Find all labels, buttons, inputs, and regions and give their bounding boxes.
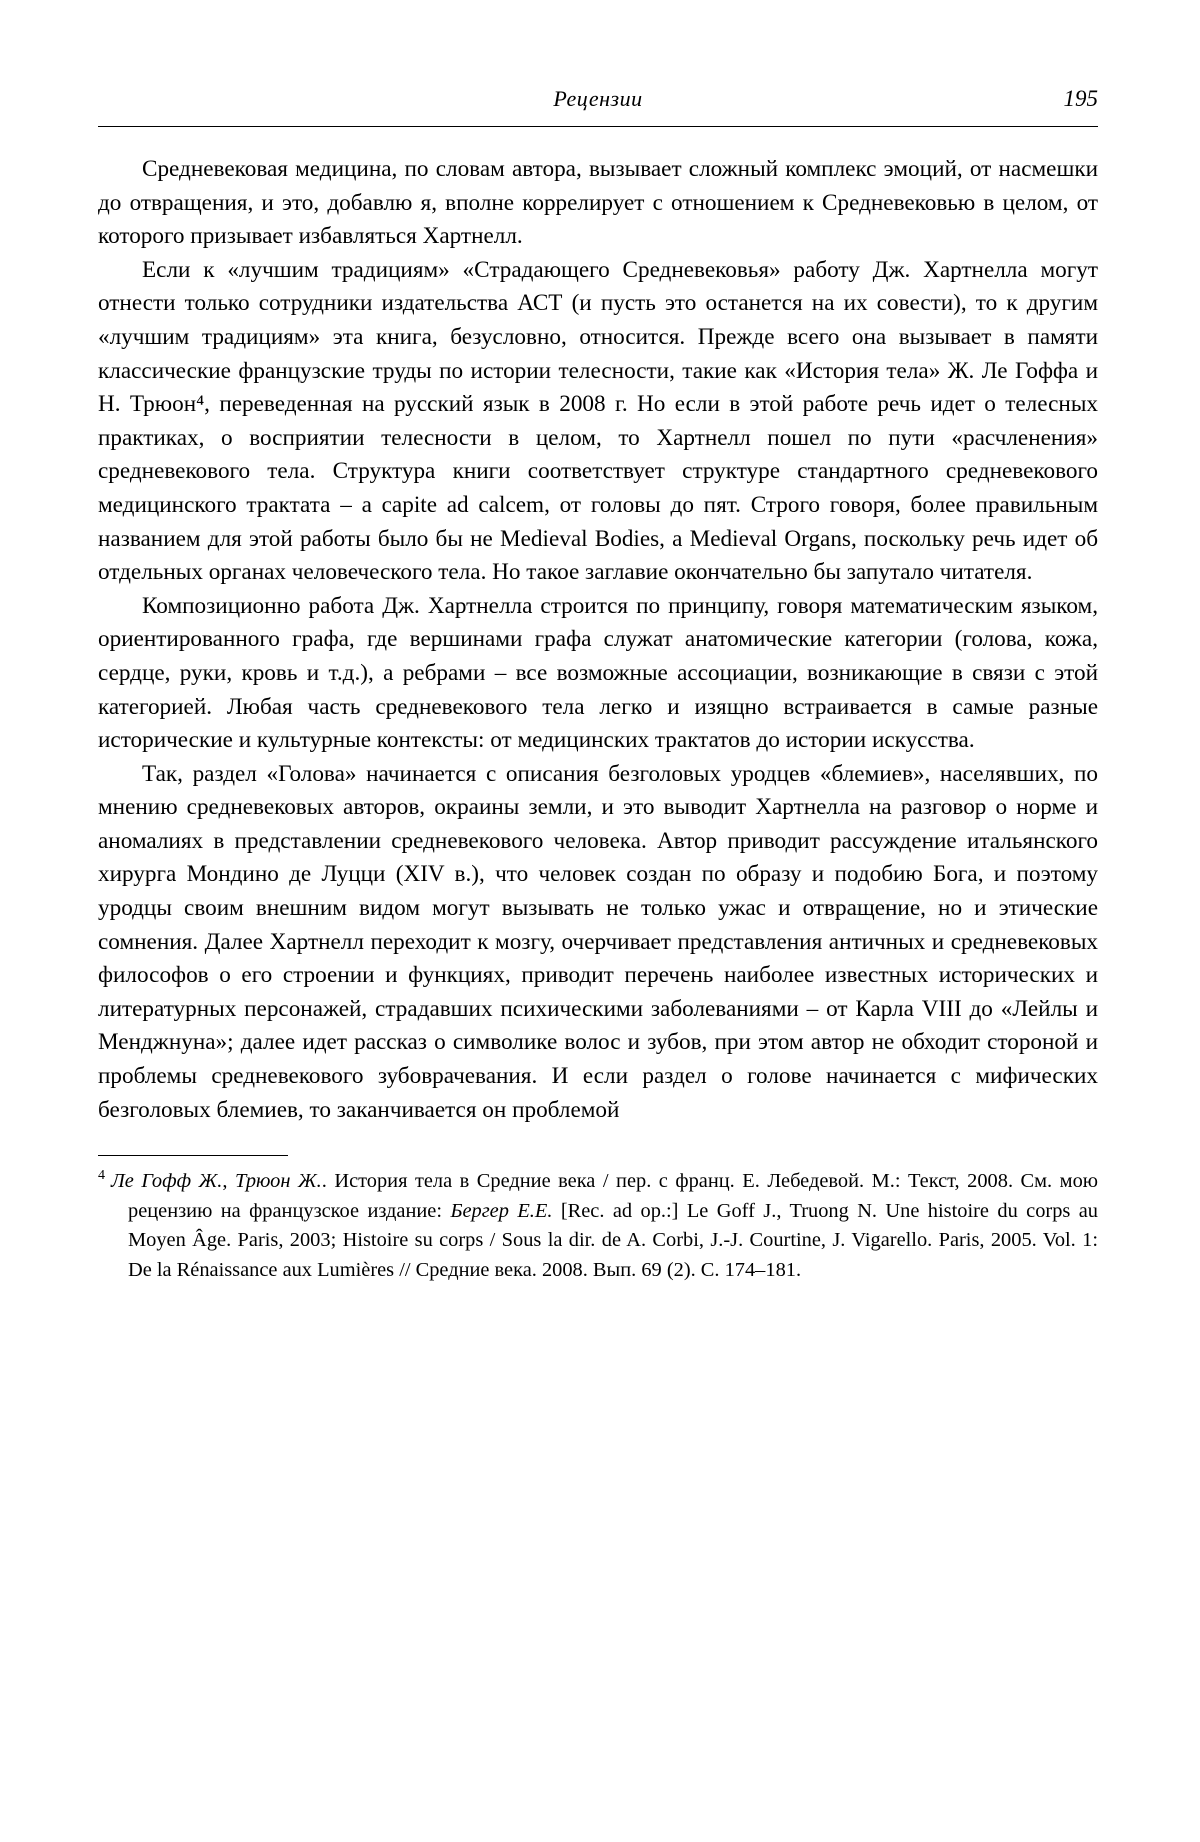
footnote-marker: 4 xyxy=(98,1168,105,1184)
header-rule xyxy=(98,126,1098,127)
footnote-section xyxy=(98,1155,1098,1285)
paragraph: Средневековая медицина, по словам автора, вызывает сложный комплекс эмоций, от насмешки до отвращения, и это, добавлю я, вполне коррелирует с отношением к Средневековью в целом, от которого призывает избавляться Хартнелл. xyxy=(98,156,1098,250)
footnote-text xyxy=(98,1167,1098,1285)
footnote xyxy=(98,1167,1098,1285)
running-head xyxy=(98,86,1098,120)
paragraph: Так, раздел «Голова» начинается с описания безголовых уродцев «блемиев», населявших, по мнению средневековых авторов, окраины земли, и это выводит Хартнелла на разговор о норме и аномалиях в представлении средневекового человека. Автор приводит рассуждение итальянского хирурга Мондино де Луцци (XIV в.), что человек создан по образу и подобию Бога, и поэтому уродцы своим внешним видом могут вызывать не только ужас и отвращение, но и этические сомнения. Далее Хартнелл переходит к мозгу, очерчивает представления античных и средневековых философов о его строении и функциях, приводит перечень наиболее известных исторических и литературных персонажей, страдавших психическими заболеваниями – от Карла VIII до «Лейлы и Менджнуна»; далее идет рассказ о символике волос и зубов, при этом автор не обходит стороной и проблемы средневекового зубоврачевания. И если раздел о голове начинается с мифических безголовых блемиев, то заканчивается он проблемой xyxy=(98,760,1098,1123)
footnote-reviewer: Бергер Е.Е. xyxy=(450,1199,553,1222)
footnote-separator-rule xyxy=(98,1155,288,1156)
footnote-body-1: . История тела в Средние века / пер. с франц. Е. Лебедевой. М.: Текст, 2008. См. мою рецензию на французское издание: xyxy=(128,1170,1098,1222)
footnote-author-1: Ле Гофф Ж. xyxy=(111,1170,223,1193)
running-head-title: Рецензии xyxy=(553,86,643,111)
page-content xyxy=(98,86,1098,1285)
body-text xyxy=(98,153,1098,1127)
footnote-author-2: Трюон Ж. xyxy=(234,1170,322,1193)
page-number: 195 xyxy=(1063,86,1098,111)
paragraph: Если к «лучшим традициям» «Страдающего Средневековья» работу Дж. Хартнелла могут отнести только сотрудники издательства АСТ (и пусть это останется на их совести), то к другим «лучшим традициям» эта книга, безусловно, относится. Прежде всего она вызывает в памяти классические французские труды по истории телесности, такие как «История тела» Ж. Ле Гоффа и Н. Трюон⁴, переведенная на русский язык в 2008 г. Но если в этой работе речь идет о телесных практиках, о восприятии телесности в целом, то Хартнелл пошел по пути «расчленения» средневекового тела. Структура книги соответствует структуре стандартного средневекового медицинского трактата – a capite ad calcem, от головы до пят. Строго говоря, более правильным названием для этой работы было бы не Medieval Bodies, a Medieval Organs, поскольку речь идет об отдельных органах человеческого тела. Но такое заглавие окончательно бы запутало читателя. xyxy=(98,256,1098,586)
paragraph: Композиционно работа Дж. Хартнелла строится по принципу, говоря математическим языком, ориентированного графа, где вершинами графа служат анатомические категории (голова, кожа, сердце, руки, кровь и т.д.), а ребрами – все возможные ассоциации, возникающие в связи с этой категорией. Любая часть средневекового тела легко и изящно встраивается в самые разные исторические и культурные контексты: от медицинских трактатов до истории искусства. xyxy=(98,592,1098,754)
footnote-sep-1: , xyxy=(222,1170,235,1193)
footnote-body-2: [Rec. ad op.:] Le Goff J., Truong N. Une histoire du corps au Moyen Âge. Paris, 2003; Histoire su corps / Sous la dir. de A. Corbi, J.-J. Courtine, J. Vigarello. Paris, 2005. Vol. 1: De la Rénaissance aux Lumières // Средние века. 2008. Вып. 69 (2). С. 174–181. xyxy=(128,1199,1098,1281)
